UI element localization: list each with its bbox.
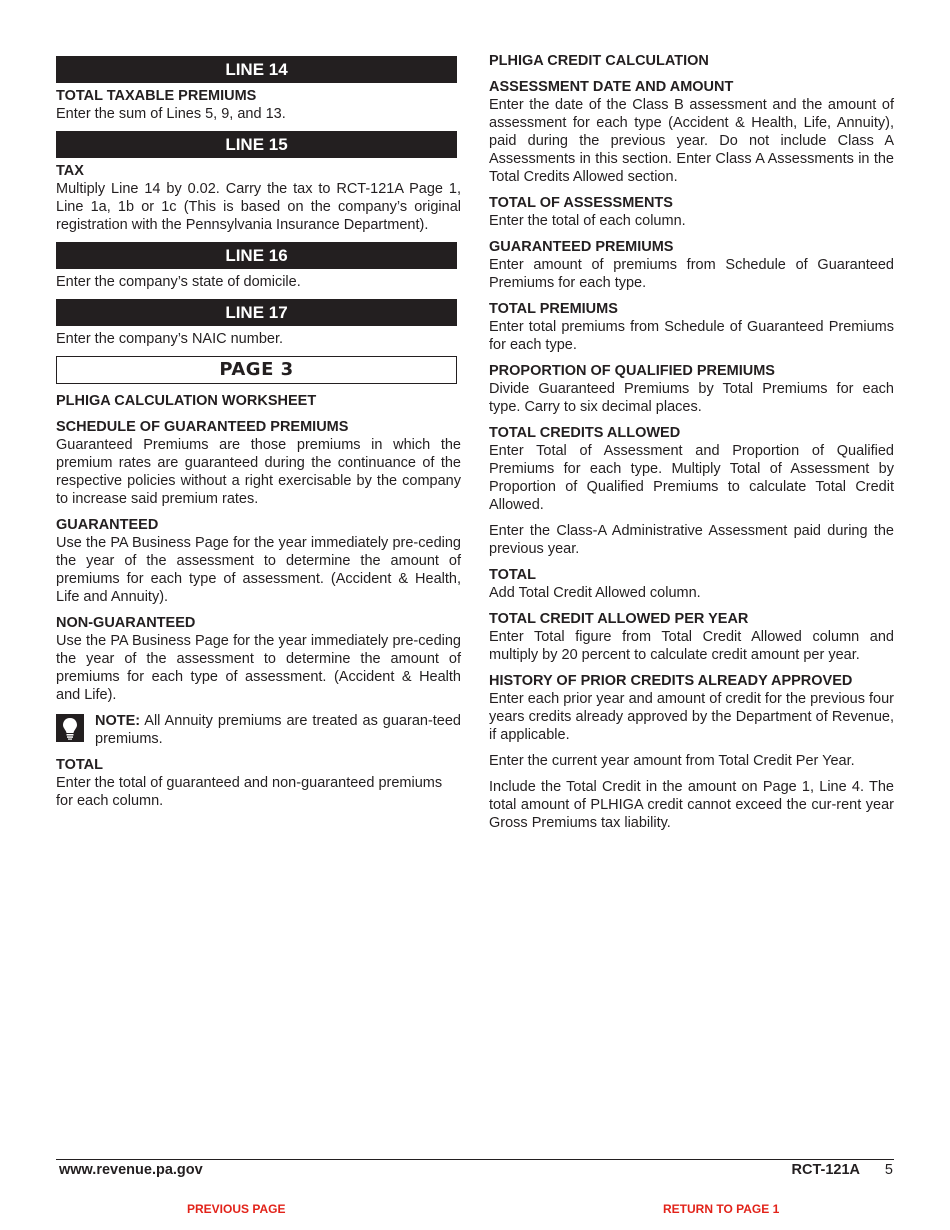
right-column bbox=[489, 52, 894, 832]
history-text3: Include the Total Credit in the amount on Page 1, Line 4. The total amount of PLHIGA credit cannot exceed the cur-rent year Gross Premiums tax liability. bbox=[489, 779, 894, 831]
note-box bbox=[56, 712, 461, 748]
history-text2: Enter the current year amount from Total Credit Per Year. bbox=[489, 753, 855, 769]
left-total-text: Enter the total of guaranteed and non-guaranteed premiums for each column. bbox=[56, 775, 443, 809]
credits-allowed-title: TOTAL CREDITS ALLOWED bbox=[489, 425, 681, 441]
credits-allowed-text2: Enter the Class-A Administrative Assessment paid during the previous year. bbox=[489, 523, 894, 557]
return-to-page1-link[interactable]: RETURN TO PAGE 1 bbox=[663, 1202, 780, 1216]
right-total-text: Add Total Credit Allowed column. bbox=[489, 585, 701, 601]
line17-text: Enter the company’s NAIC number. bbox=[56, 331, 284, 347]
per-year-text: Enter Total figure from Total Credit Allowed column and multiply by 20 percent to calculate credit amount per year. bbox=[489, 629, 894, 663]
footer-page-number: 5 bbox=[884, 1162, 893, 1178]
non-guaranteed-text: Use the PA Business Page for the year immediately pre-ceding the year of the assessment to determine the amount of premiums for each type of assessment. (Accident & Health and Life). bbox=[56, 633, 461, 703]
footer-website: www.revenue.pa.gov bbox=[59, 1162, 203, 1178]
right-total-title: TOTAL bbox=[489, 567, 536, 583]
left-total-title: TOTAL bbox=[56, 757, 103, 773]
per-year-title: TOTAL CREDIT ALLOWED PER YEAR bbox=[489, 611, 749, 627]
line14-title: TOTAL TAXABLE PREMIUMS bbox=[56, 88, 257, 104]
lightbulb-icon bbox=[56, 714, 84, 742]
credits-allowed-text: Enter Total of Assessment and Proportion of Qualified Premiums for each type. Multiply Total of Assessment by Proportion of Qualified Premiums to calculate Total Credit Allowed. bbox=[489, 443, 894, 513]
guaranteed-text: Use the PA Business Page for the year immediately pre-ceding the year of the assessment to determine the amount of premiums for each type of assessment. (Accident & Health, Life and Annuity). bbox=[56, 535, 461, 605]
footer-divider bbox=[56, 1159, 894, 1160]
history-text: Enter each prior year and amount of credit for the previous four years credits already approved by the Department of Revenue, if applicable. bbox=[489, 691, 894, 743]
line14-header: LINE 14 bbox=[56, 56, 457, 83]
assessment-title: ASSESSMENT DATE AND AMOUNT bbox=[489, 79, 734, 95]
note-label: NOTE: bbox=[95, 713, 141, 729]
total-premiums-text: Enter total premiums from Schedule of Guaranteed Premiums for each type. bbox=[489, 319, 894, 353]
page3-header: PAGE 3 bbox=[56, 356, 457, 384]
non-guaranteed-title: NON-GUARANTEED bbox=[56, 615, 196, 631]
history-title: HISTORY OF PRIOR CREDITS ALREADY APPROVED bbox=[489, 673, 853, 689]
proportion-text: Divide Guaranteed Premiums by Total Premiums for each type. Carry to six decimal places. bbox=[489, 381, 894, 415]
schedule-title: SCHEDULE OF GUARANTEED PREMIUMS bbox=[56, 419, 349, 435]
left-column bbox=[56, 56, 461, 810]
schedule-text: Guaranteed Premiums are those premiums in which the premium rates are guaranteed during the continuance of the respective policies without a right exercisable by the company to increase said premium rates. bbox=[56, 437, 461, 507]
line14-text: Enter the sum of Lines 5, 9, and 13. bbox=[56, 106, 286, 122]
total-assessments-text: Enter the total of each column. bbox=[489, 213, 686, 229]
guaranteed-title: GUARANTEED bbox=[56, 517, 159, 533]
credit-calc-title: PLHIGA CREDIT CALCULATION bbox=[489, 53, 709, 69]
guaranteed-premiums-title: GUARANTEED PREMIUMS bbox=[489, 239, 674, 255]
line15-header: LINE 15 bbox=[56, 131, 457, 158]
line15-title: TAX bbox=[56, 163, 84, 179]
previous-page-link[interactable]: PREVIOUS PAGE bbox=[187, 1202, 286, 1216]
assessment-text: Enter the date of the Class B assessment and the amount of assessment for each type (Accident & Health, Life, Annuity), paid during the previous year. Do not include Class A Assessments in this section. Enter Class A Assessments in the Total Credits Allowed section. bbox=[489, 97, 894, 185]
footer-form-id: RCT-121A bbox=[791, 1162, 860, 1178]
total-assessments-title: TOTAL OF ASSESSMENTS bbox=[489, 195, 673, 211]
line16-text: Enter the company’s state of domicile. bbox=[56, 274, 301, 290]
proportion-title: PROPORTION OF QUALIFIED PREMIUMS bbox=[489, 363, 775, 379]
guaranteed-premiums-text: Enter amount of premiums from Schedule of Guaranteed Premiums for each type. bbox=[489, 257, 894, 291]
note-text: All Annuity premiums are treated as guaran-teed premiums. bbox=[95, 713, 461, 747]
total-premiums-title: TOTAL PREMIUMS bbox=[489, 301, 618, 317]
line15-text: Multiply Line 14 by 0.02. Carry the tax to RCT-121A Page 1, Line 1a, 1b or 1c (This is based on the company’s original registration with the Pennsylvania Insurance Department). bbox=[56, 181, 461, 233]
line17-header: LINE 17 bbox=[56, 299, 457, 326]
page3-title: PLHIGA CALCULATION WORKSHEET bbox=[56, 393, 317, 409]
line16-header: LINE 16 bbox=[56, 242, 457, 269]
